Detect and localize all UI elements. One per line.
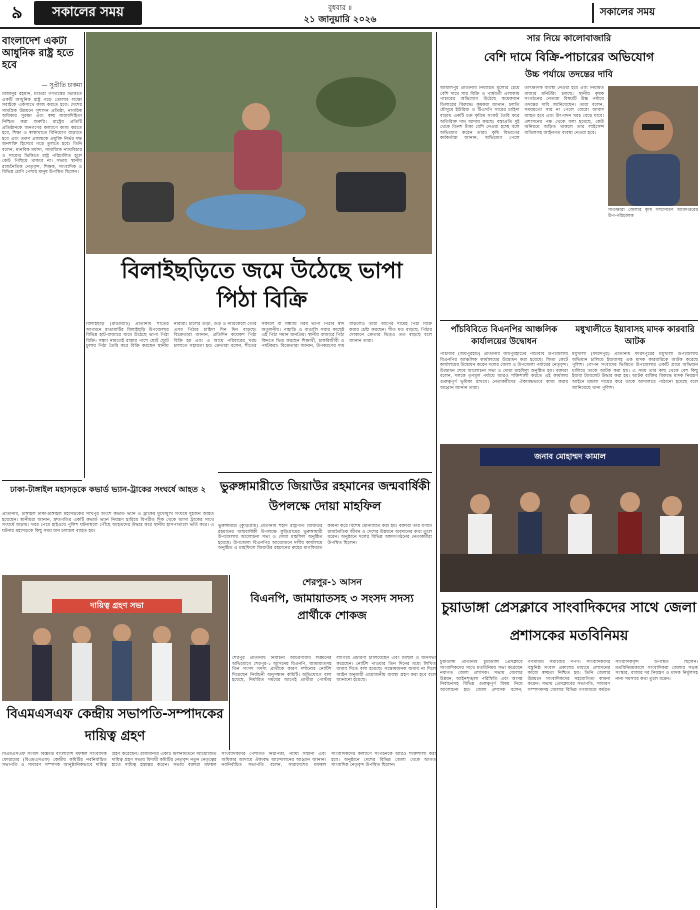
pitha-seller-illustration <box>86 32 432 254</box>
official-portrait-caption: সাতক্ষীরা জেলার কৃষি সম্প্রসারণ অধিদপ্তরের উপ-পরিচালক <box>608 208 698 219</box>
article-modern-state-body: মিজানুর রহমান, মাগুরা গণতন্ত্রের ভিত্তিতে একটি আধুনিক রাষ্ট্র গড়ে তোলার লক্ষ্যে সবাইকে একসাথে কাজ করতে হবে। দেশের সামগ্রিক উন্নয়নে সুশাসন প্রতিষ্ঠা, নাগরিক অধিকার সুরক্ষা এবং স্বচ্ছ জবাবদিহিতা নিশ্চিত করা জরুরি। রাষ্ট্রের প্রতিটি প্রতিষ্ঠানকে জনগণের কল্যাণে কাজ করতে হবে, শিক্ষা ও স্বাস্থ্যখাতে বিনিয়োগ বাড়াতে হবে এবং তরুণ প্রজন্মকে প্রযুক্তি নির্ভর দক্ষ জনশক্তি হিসেবে গড়ে তুলতে হবে। তিনি বলেন, মানবিক মর্যাদা, সামাজিক ন্যায়বিচার ও সাম্যের ভিত্তিতে রাষ্ট্র পরিচালিত হলে কেউ পিছিয়ে থাকবে না। সভায় স্থানীয় রাজনৈতিক নেতৃবৃন্দ, শিক্ষক, সাংবাদিক ও বিভিন্ন শ্রেণি পেশার মানুষ উপস্থিত ছিলেন। <box>2 92 82 176</box>
column-divider <box>229 575 230 750</box>
bmsf-event-illustration <box>2 575 228 701</box>
article-highway-headline[interactable]: ঢাকা-টাঙ্গাইল মহাসড়কে কভার্ড ভ্যান-ট্রাকের সংঘর্ষে আহত ২ <box>10 485 206 494</box>
article-madhukhali-body: মধুখালী (ফরিদপুর) প্রতিনিধি ফরিদপুরের মধুখালী উপজেলায় অভিযান চালিয়ে ইয়াবাসহ এক মাদক কারবারিকে আটক করেছে পুলিশ। গোপন সংবাদের ভিত্তিতে উপজেলার একটি গ্রামে অভিযান চালিয়ে তাকে আটক করা হয়। এ সময় তার কাছ থেকে বেশ কিছু ইয়াবা ট্যাবলেট উদ্ধার করা হয়। আটক ব্যক্তির বিরুদ্ধে মাদক নিয়ন্ত্রণ আইনে মামলা দায়ের করে তাকে আদালতে পাঠানো হয়েছে বলে জানিয়েছে থানা পুলিশ। <box>572 352 698 391</box>
article-pitha-headline[interactable]: বিলাইছড়িতে জমে উঠেছে ভাপা পিঠা বিক্রি <box>121 259 403 313</box>
official-portrait-photo <box>608 86 698 206</box>
article-fertilizer-kicker-box <box>440 32 698 46</box>
article-chuadanga-body: চুয়াডাঙ্গা প্রতিনিধি চুয়াডাঙ্গা প্রেসক্লাবে সাংবাদিকদের সাথে মতবিনিময় সভা করেছেন নবাগত জেলা প্রশাসক। সভায় জেলার উন্নয়ন, আইনশৃঙ্খলা পরিস্থিতি এবং আসন্ন নির্বাচনসহ বিভিন্ন গুরুত্বপূর্ণ বিষয় নিয়ে আলোচনা হয়। জেলা প্রশাসক বলেন, গণমাধ্যম সমাজের দর্পণ। সাংবাদিকদের বস্তুনিষ্ঠ সংবাদ প্রকাশের মাধ্যমে প্রশাসনের কাজে স্বচ্ছতা নিশ্চিত হয়। তিনি জেলার উন্নয়নে সাংবাদিকদের সহযোগিতা কামনা করেন। সভায় প্রেসক্লাবের সভাপতি, সাধারণ সম্পাদকসহ জেলার বিভিন্ন গণমাধ্যমে কর্মরত সাংবাদিকবৃন্দ উপস্থিত ছিলেন। মতবিনিময়কালে সাংবাদিকরা জেলার সড়ক সংস্কার, বাজার দর নিয়ন্ত্রণ ও মাদক নির্মূলসহ নানা সমস্যার কথা তুলে ধরেন। <box>440 660 698 693</box>
article-pitha-headline-box <box>112 257 412 317</box>
article-panchbibi-headline-box <box>440 324 568 350</box>
article-bmsf-headline[interactable]: বিএমএসএফ কেন্দ্রীয় সভাপতি-সম্পাদকের দায়িত্ব গ্রহণ <box>6 707 224 744</box>
press-club-photo <box>440 444 698 592</box>
article-fertilizer-kicker: সার নিয়ে কালোবাজারি <box>526 34 612 44</box>
article-fertilizer-body: জামালপুর প্রতিনিধি নির্ধারিত মূল্যের চেয়ে বেশি দামে সার বিক্রি ও পার্শ্ববর্তী এলাকায় পাচারের অভিযোগ উঠেছে কয়েকজন ডিলারের বিরুদ্ধে। কৃষকরা জানান, চলতি মৌসুমে ইউরিয়া ও টিএসপি সারের চাহিদা বাড়ায় একটি চক্র কৃত্রিম সংকট তৈরি করে অতিরিক্ত দাম আদায় করছে। বস্তাপ্রতি দুই থেকে তিনশ টাকা বেশি নেওয়া হচ্ছে বলে অভিযোগ করেন তারা। কৃষি বিভাগের কর্মকর্তারা জানান, অভিযোগ পেলে তাৎক্ষণিক ব্যবস্থা নেওয়া হবে এবং নিয়মিত বাজার মনিটরিং চলছে। স্থানীয় কৃষক সংগঠনের নেতারা বিষয়টি উচ্চ পর্যায়ে তদন্তের দাবি জানিয়েছেন। তারা বলেন, সময়মতো সার না পেলে বোরো আবাদ ব্যাহত হবে এবং উৎপাদন খরচ বেড়ে যাবে। প্রশাসনের পক্ষ থেকে বলা হয়েছে, কেউ অনিয়মে জড়িত থাকলে তার লাইসেন্স বাতিলসহ আইনগত ব্যবস্থা নেওয়া হবে। <box>440 86 604 142</box>
pitha-seller-photo <box>86 32 432 254</box>
column-divider <box>436 32 437 908</box>
article-sherpur-headline-box <box>232 576 432 656</box>
article-madhukhali-headline-box <box>572 324 698 350</box>
divider <box>2 480 82 481</box>
article-panchbibi-body: পাঁচবিবি (জয়পুরহাট) প্রতিনিধি জয়পুরহাটের পাঁচবিবি উপজেলায় বিএনপির আঞ্চলিক কার্যালয়ের উদ্বোধন করা হয়েছে। ফিতা কেটে কার্যালয়ের উদ্বোধন করেন দলের জেলা ও উপজেলা পর্যায়ের নেতৃবৃন্দ। উদ্বোধন শেষে আলোচনা সভা ও দোয়া মাহফিল অনুষ্ঠিত হয়। বক্তারা বলেন, দলকে তৃণমূল পর্যায়ে আরও শক্তিশালী করতে এই কার্যালয় গুরুত্বপূর্ণ ভূমিকা রাখবে। নেতাকর্মীদের ঐক্যবদ্ধভাবে কাজ করার আহ্বান জানান তারা। <box>440 352 568 391</box>
article-fertilizer-headline[interactable]: বেশি দামে বিক্রি-পাচারের অভিযোগ <box>484 50 654 64</box>
section-title: সকালের সময় <box>592 3 696 23</box>
article-fertilizer-subhead: উচ্চ পর্যায়ে তদন্তের দাবি <box>525 70 613 80</box>
issue-day: বুধবার ॥ <box>328 4 352 12</box>
bmsf-event-photo <box>2 575 228 701</box>
article-sherpur-body: শেরপুর প্রতিনিধি নির্বাচনী আচরণবিধি লঙ্ঘনের অভিযোগে শেরপুর-১ আসনের বিএনপি, জামায়াতসহ তিন সংসদ সদস্য প্রার্থীকে কারণ দর্শানোর নোটিশ দিয়েছেন নির্বাচনী অনুসন্ধান কমিটি। অভিযোগে বলা হয়েছে, নির্ধারিত সময়ের আগেই প্রার্থীরা পোস্টার লাগিয়ে প্রচারণা চালিয়েছেন এবং মিছিল ও জনসভা করেছেন। নোটিশ পাওয়ার তিন দিনের মধ্যে লিখিত জবাব দিতে বলা হয়েছে। সন্তোষজনক জবাব না দিলে আইন অনুযায়ী প্রয়োজনীয় ব্যবস্থা গ্রহণ করা হবে বলে জানানো হয়েছে। <box>232 656 436 684</box>
meeting-banner-text: জনাব মোহাম্মদ কামাল <box>534 452 606 461</box>
press-club-illustration <box>440 444 698 592</box>
article-chuadanga-headline-box <box>440 594 698 656</box>
article-modern-state-author: — সুপ্রীতি চাকমা <box>41 82 82 89</box>
article-fertilizer-headline-box <box>440 48 698 66</box>
article-sherpur-kicker: শেরপুর-১ আসন <box>302 578 362 588</box>
article-highway-headline-box <box>2 484 214 510</box>
article-fertilizer-subhead-box <box>440 68 698 82</box>
article-modern-state-headline[interactable]: বাংলাদেশ একটা আধুনিক রাষ্ট্র হতে হবে <box>2 36 74 71</box>
issue-date: ২১ জানুয়ারি ২০২৬ <box>303 15 377 24</box>
divider <box>218 472 432 473</box>
article-bmsf-headline-box <box>2 704 228 748</box>
article-modern-state-headline-box <box>2 36 82 80</box>
official-portrait-illustration <box>608 86 698 206</box>
page-number: ৯ <box>11 3 23 23</box>
article-madhukhali-headline[interactable]: মধুখালীতে ইয়াবাসহ মাদক কারবারি আটক <box>575 325 695 347</box>
masthead-logo: সকালের সময় <box>34 1 142 25</box>
column-divider <box>84 32 85 478</box>
article-highway-body: প্রতিনিধি, টাঙ্গাইল ঢাকা-টাঙ্গাইল মহাসড়কের সখিপুর অংশে কভার্ড ভ্যান ও ট্রাকের মুখোমুখি সংঘর্ষে দুইজন আহত হয়েছেন। স্থানীয়রা জানান, দ্রুতগতির একটি কভার্ড ভ্যান নিয়ন্ত্রণ হারিয়ে বিপরীত দিক থেকে আসা ট্রাকের সাথে সংঘর্ষে জড়ায়। খবর পেয়ে হাইওয়ে পুলিশ ঘটনাস্থলে পৌঁছে আহতদের উদ্ধার করে স্থানীয় হাসপাতালে ভর্তি করে। এ ঘটনায় মহাসড়কে কিছু সময় যান চলাচল ব্যাহত হয়। <box>2 512 214 534</box>
header-divider <box>0 27 700 29</box>
article-sherpur-headline[interactable]: বিএনপি, জামায়াতসহ ৩ সংসদ সদস্য প্রার্থীকে শোকজ <box>250 592 414 622</box>
article-doa-headline-box <box>218 476 432 520</box>
bmsf-banner-text: দায়িত্ব গ্রহণ সভা <box>90 601 144 610</box>
article-pitha-body: বিলাইছড়ি (রাঙামাটি) প্রতিনিধি শীতের আগমনে রাঙামাটির বিলাইছড়ি উপজেলার বিভিন্ন হাট-বাজারে জমে উঠেছে ভাপা পিঠা বিক্রি। সন্ধ্যা নামতেই রাস্তার পাশে ছোট ছোট চুলায় পিঠা তৈরি করে বিক্রি করছেন স্থানীয় নারীরা। চালের গুঁড়া, গুড় ও নারিকেলে তৈরি এসব পিঠার চাহিদা দিন দিন বাড়ছে। বিক্রেতারা জানান, প্রতিদিন কয়েকশ পিঠা বিক্রি হয় এবং এ আয়ে পরিবারের খরচ চালাতে সহায়তা হয়। ক্রেতারা বলেন, শীতের সকালে বা সন্ধ্যায় গরম ভাপা পিঠার স্বাদ অতুলনীয়। পাহাড়ি ও বাঙালি সবার কাছেই এই পিঠা সমান জনপ্রিয়। স্থানীয় বাজারে পিঠা কিনতে ভিড় করছেন শিক্ষার্থী, চাকরিজীবী ও পর্যটকরা। বিক্রেতারা জানান, উপকরণের দাম বাড়লেও তারা আগের দামেই পিঠা বিক্রি করার চেষ্টা করছেন। শীত যত বাড়ছে, পিঠার দোকানে ক্রেতার ভিড়ও তত বাড়ছে বলে জানান তারা। <box>86 322 432 350</box>
article-doa-headline[interactable]: ভুরুঙ্গামারীতে জিয়াউর রহমানের জন্মবার্ষিকী উপলক্ষে দোয়া মাহফিল <box>219 479 431 513</box>
article-panchbibi-headline[interactable]: পাঁচবিবিতে বিএনপির আঞ্চলিক কার্যালয়ের উদ্বোধন <box>450 325 558 347</box>
article-doa-body: ভুরুঙ্গামারী (কুড়িগ্রাম) প্রতিনিধি শহীদ রাষ্ট্রপতি জিয়াউর রহমানের জন্মবার্ষিকী উপলক্ষে কুড়িগ্রামের ভুরুঙ্গামারী উপজেলায় আলোচনা সভা ও দোয়া মাহফিল অনুষ্ঠিত হয়েছে। উপজেলা বিএনপির আয়োজনে দলীয় কার্যালয়ে অনুষ্ঠিত এ মাহফিলে জিয়াউর রহমানের রুহের মাগফিরাত কামনা করে বিশেষ মোনাজাত করা হয়। বক্তারা তার বর্ণাঢ্য রাজনৈতিক জীবন ও দেশের উন্নয়নে অবদানের কথা তুলে ধরেন। অনুষ্ঠানে দলের বিভিন্ন অঙ্গসংগঠনের নেতাকর্মীরা উপস্থিত ছিলেন। <box>218 524 432 552</box>
article-chuadanga-headline[interactable]: চুয়াডাঙ্গা প্রেসক্লাবে সাংবাদিকদের সাথে জেলা প্রশাসকের মতবিনিময় <box>441 600 697 644</box>
divider <box>440 320 698 321</box>
article-bmsf-body: বিএমএসএফ সংবাদ বিজ্ঞপ্তি বাংলাদেশ মফস্বল সাংবাদিক ফোরামের (বিএমএসএফ) কেন্দ্রীয় কমিটির নবনির্বাচিত সভাপতি ও সাধারণ সম্পাদক আনুষ্ঠানিকভাবে দায়িত্ব গ্রহণ করেছেন। রাজধানীর একটি মিলনায়তনে আয়োজিত দায়িত্ব গ্রহণ সভায় বিদায়ী কমিটির নেতৃবৃন্দ নতুন নেতৃত্বের হাতে দায়িত্ব হস্তান্তর করেন। সভায় বক্তারা মফস্বল সাংবাদিকদের পেশাগত নিরাপত্তা, ন্যায্য সম্মানী এবং অধিকার আদায়ে ঐক্যবদ্ধ আন্দোলনের আহ্বান জানান। নবনির্বাচিত সভাপতি বলেন, সারাদেশের মফস্বল সাংবাদিকদের কল্যাণে সংগঠনকে আরও শক্তিশালী করা হবে। অনুষ্ঠানে দেশের বিভিন্ন জেলা থেকে আগত সাংবাদিক নেতৃবৃন্দ উপস্থিত ছিলেন। <box>2 752 436 769</box>
